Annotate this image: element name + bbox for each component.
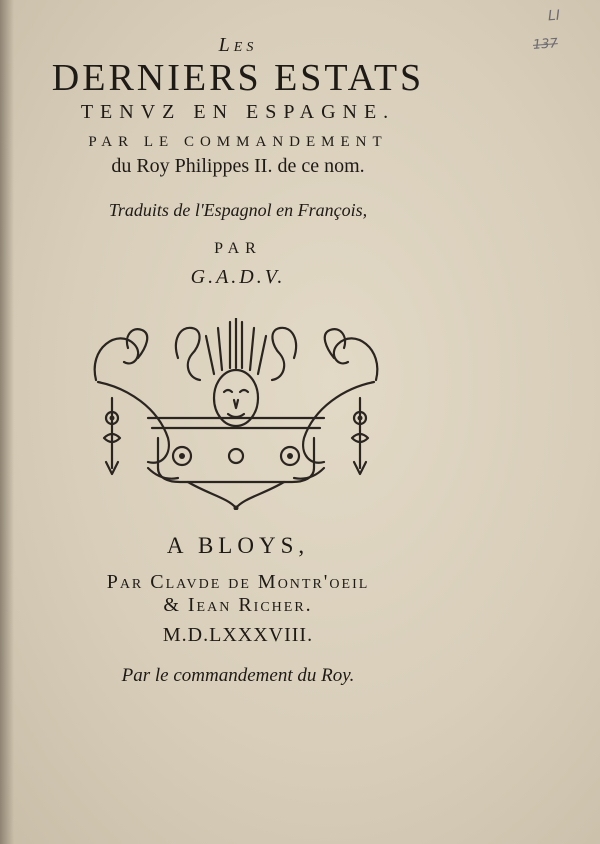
imprint-year: M.D.LXXXVIII. xyxy=(162,624,314,646)
imprint-place: A BLOYS, xyxy=(166,533,310,558)
privilege-line: Par le commandement du Roy. xyxy=(121,665,355,686)
title-derniers-estats: DERNIERS ESTATS xyxy=(51,57,425,99)
title-du-roy: du Roy Philippes II. de ce nom. xyxy=(111,155,365,177)
translation-note: Traduits de l'Espagnol en François, xyxy=(108,200,368,220)
spine-shadow xyxy=(0,0,14,844)
printers-device-icon xyxy=(88,318,384,510)
title-par-le-commandement: PAR LE COMMANDEMENT xyxy=(88,134,388,150)
title-les: Les xyxy=(218,34,258,56)
margin-number: 137 xyxy=(532,36,559,53)
imprint-printer-line1: Par Clavde de Montr'oeil xyxy=(106,571,370,593)
imprint-printer-line2: & Iean Richer. xyxy=(163,594,313,616)
par-label: PAR xyxy=(214,240,262,257)
title-tenuz-en-espagne: TENVZ EN ESPAGNE. xyxy=(80,101,396,123)
author-initials: G.A.D.V. xyxy=(190,266,286,288)
margin-note: LI xyxy=(547,7,561,25)
